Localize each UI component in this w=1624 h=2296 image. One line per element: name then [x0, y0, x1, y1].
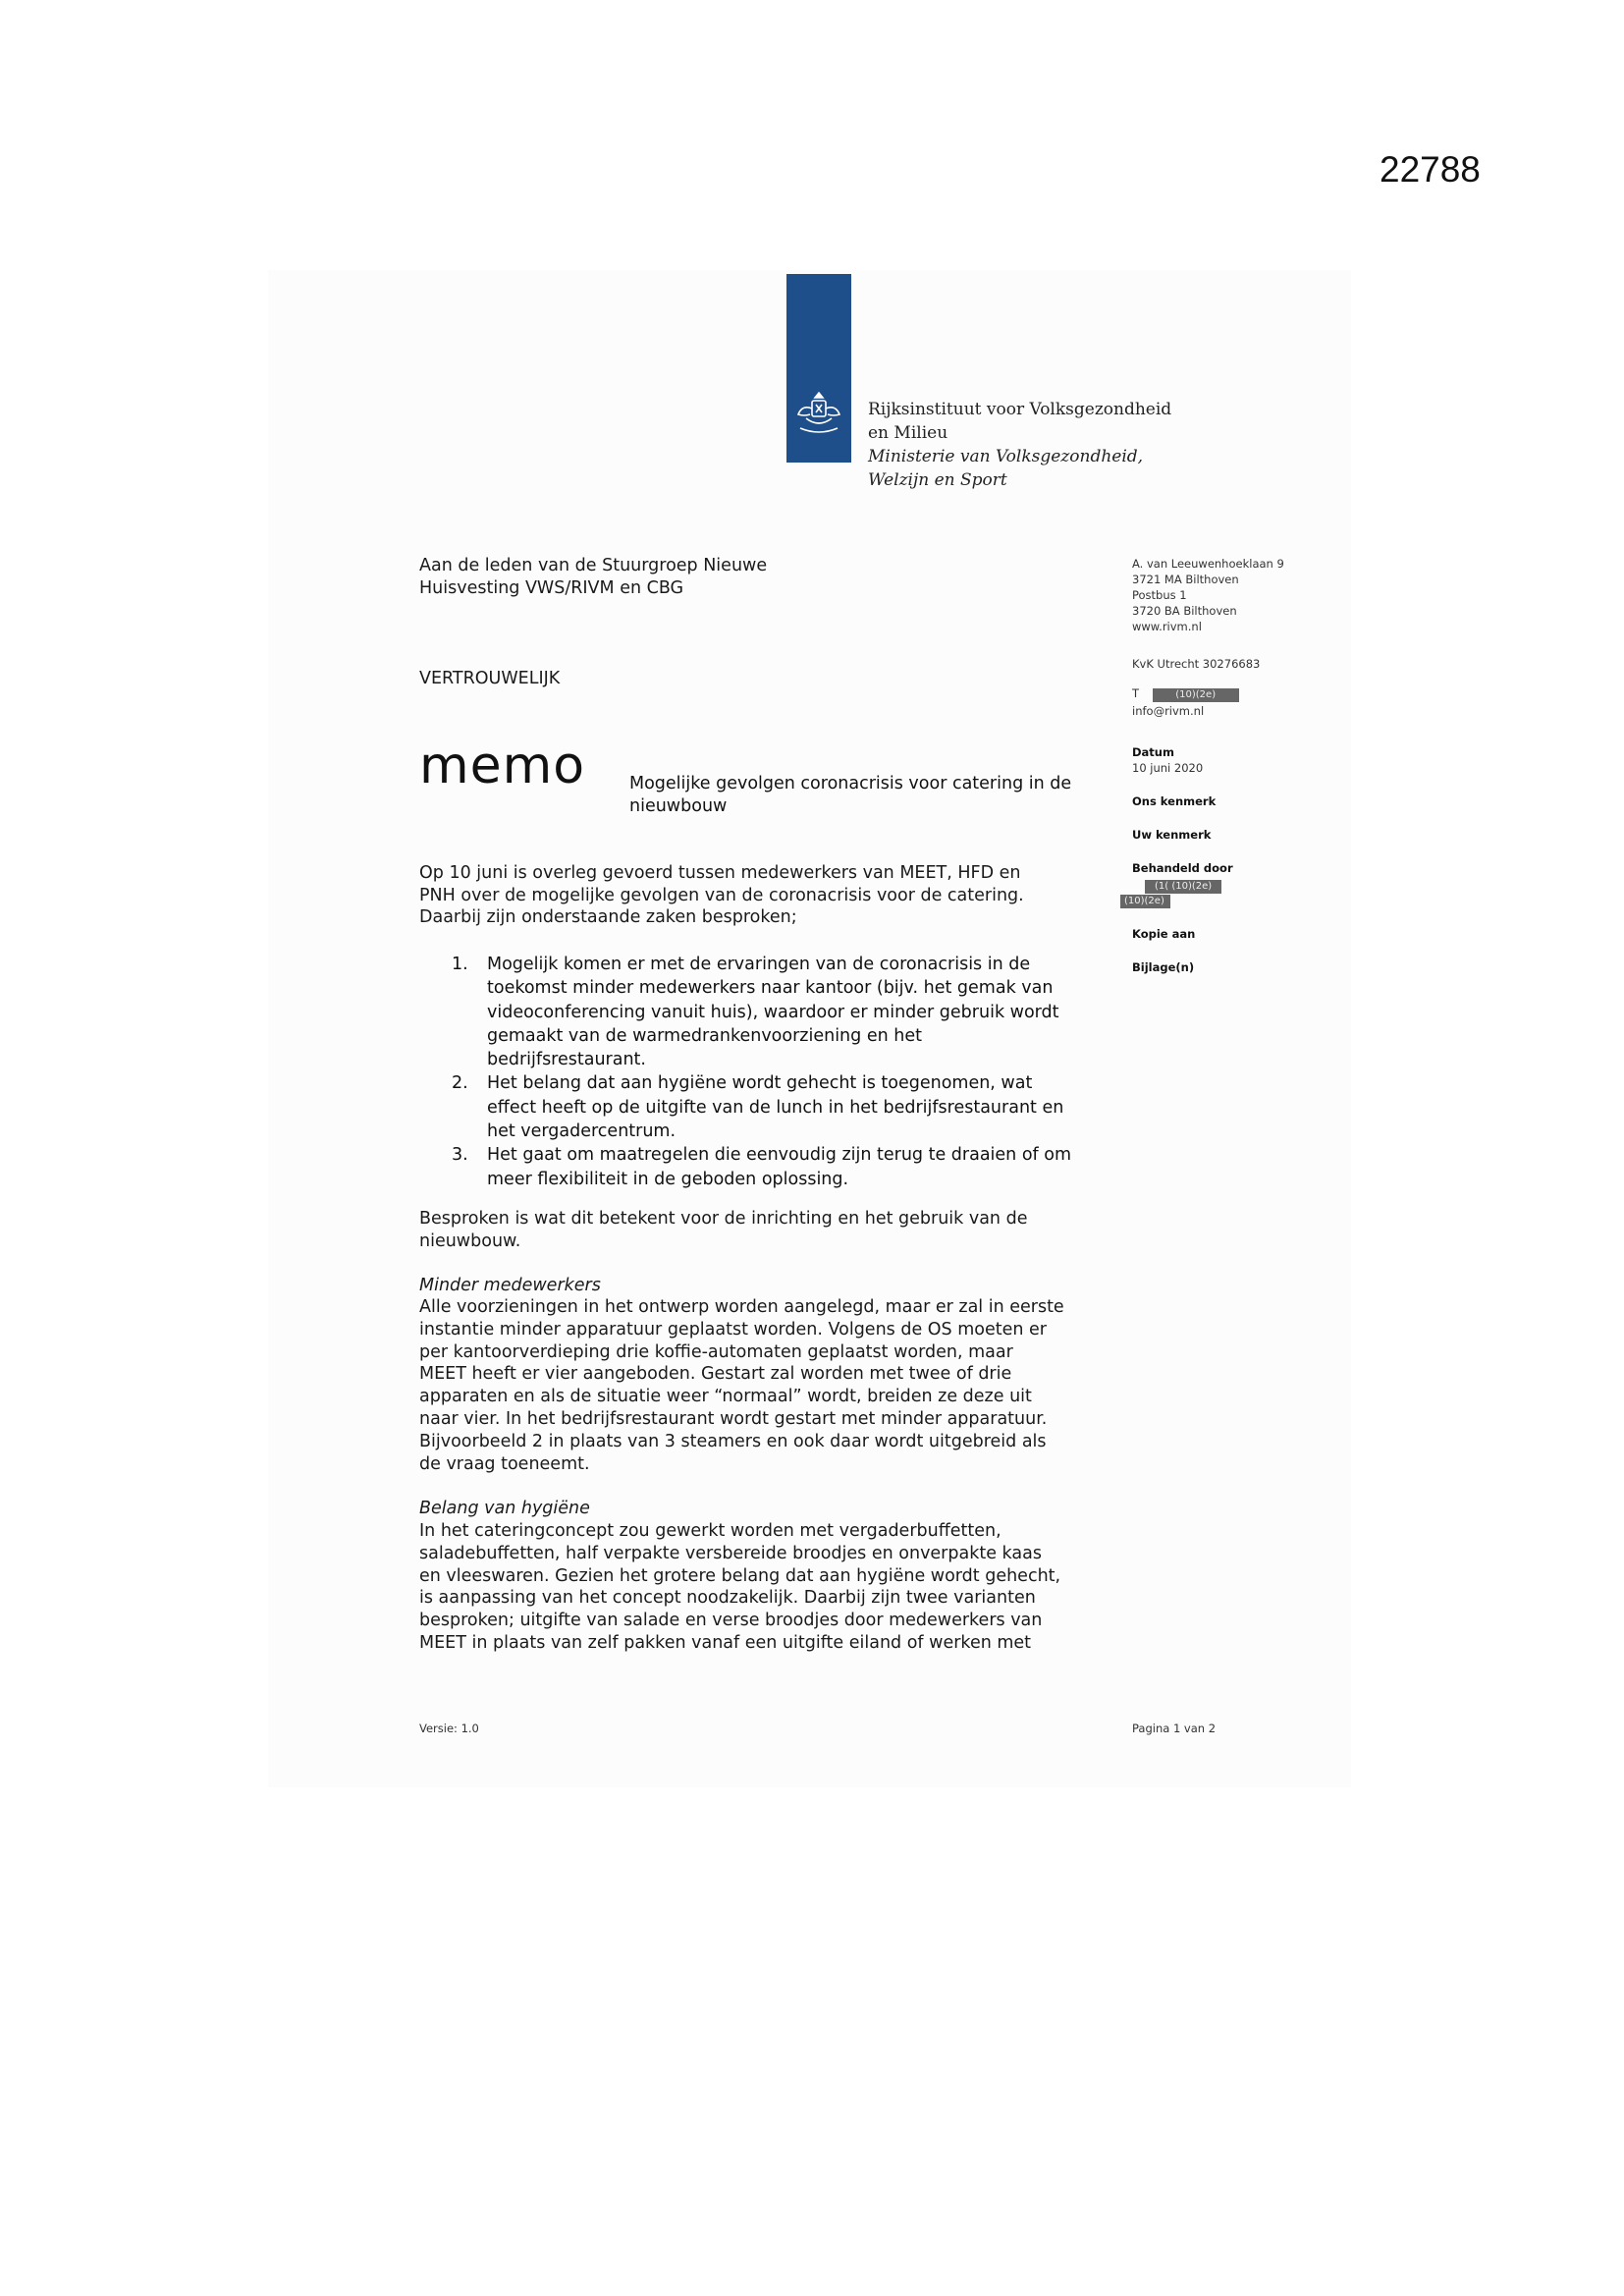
website-link[interactable]: www.rivm.nl	[1132, 620, 1202, 633]
addressee-line-2: Huisvesting VWS/RIVM en CBG	[419, 577, 684, 598]
list-number: 2.	[452, 1073, 468, 1094]
list-line: Het gaat om maatregelen die eenvoudig zijn terug te draaien of om	[487, 1145, 1072, 1166]
sidebar-kvk: KvK Utrecht 30276683	[1132, 657, 1261, 671]
list-item	[452, 1071, 1129, 1143]
confidential-label: VERTROUWELIJK	[419, 669, 561, 688]
date-label: Datum	[1132, 745, 1174, 759]
discussed-paragraph	[419, 1208, 1126, 1252]
list-number: 1.	[452, 955, 468, 974]
sidebar-copy-to	[1132, 926, 1195, 942]
paragraph-line: apparaten en als de situatie weer “normaal” wordt, breiden ze deze uit	[419, 1387, 1032, 1407]
intro-line: Op 10 juni is overleg gevoerd tussen medewerkers van MEET, HFD en	[419, 863, 1021, 883]
address-line: A. van Leeuwenhoeklaan 9	[1132, 557, 1284, 571]
sidebar-your-reference	[1132, 827, 1211, 843]
footer-version: Versie: 1.0	[419, 1722, 479, 1735]
ministry-line-1: Ministerie van Volksgezondheid,	[868, 447, 1144, 466]
sidebar-phone	[1132, 685, 1239, 702]
list-line: Het belang dat aan hygiëne wordt gehecht is toegenomen, wat	[487, 1073, 1033, 1094]
list-line: bedrijfsrestaurant.	[487, 1050, 646, 1070]
list-item	[452, 1143, 1129, 1191]
date-value: 10 juni 2020	[1132, 761, 1204, 775]
list-item	[452, 953, 1129, 1071]
paragraph-line: MEET in plaats van zelf pakken vanaf een uitgifte eiland of werken met	[419, 1632, 1032, 1653]
section-heading-staff: Minder medewerkers	[419, 1276, 601, 1295]
intro-line: Daarbij zijn onderstaande zaken besproken;	[419, 907, 797, 927]
addressee-line-1: Aan de leden van de Stuurgroep Nieuwe	[419, 556, 768, 575]
list-line: het vergadercentrum.	[487, 1121, 677, 1142]
list-line: gemaakt van de warmedrankenvoorziening en het	[487, 1025, 922, 1046]
phone-label: T	[1132, 686, 1140, 700]
list-line: videoconferencing vanuit huis), waardoor er minder gebruik wordt	[487, 1002, 1059, 1022]
copy-label: Kopie aan	[1132, 927, 1196, 941]
address-line: Postbus 1	[1132, 588, 1187, 602]
organisation-name	[868, 398, 1171, 492]
redaction-box: (10)(2e)	[1120, 895, 1170, 908]
redaction-box: (1( (10)(2e)	[1145, 880, 1221, 894]
paragraph-line: MEET heeft er vier aangeboden. Gestart zal worden met twee of drie	[419, 1364, 1012, 1385]
our-ref-label: Ons kenmerk	[1132, 794, 1217, 808]
address-line: 3721 MA Bilthoven	[1132, 573, 1239, 586]
org-line-2: en Milieu	[868, 423, 948, 443]
paragraph-line: is aanpassing van het concept noodzakelijk. Daarbij zijn twee varianten	[419, 1588, 1036, 1609]
redaction-box: (10)(2e)	[1153, 688, 1239, 702]
section-paragraph-staff	[419, 1296, 1126, 1475]
addressee	[419, 555, 1126, 599]
intro-paragraph	[419, 862, 1126, 929]
discussion-points	[452, 953, 1129, 1191]
subject-line-1: Mogelijke gevolgen coronacrisis voor catering in de	[629, 774, 1072, 793]
org-line-1: Rijksinstituut voor Volksgezondheid	[868, 400, 1172, 419]
sidebar-our-reference	[1132, 793, 1216, 809]
paragraph-line: instantie minder apparatuur geplaatst worden. Volgens de OS moeten er	[419, 1319, 1047, 1339]
address-line: 3720 BA Bilthoven	[1132, 604, 1237, 618]
paragraph-line: saladebuffetten, half verpakte versbereide broodjes en onverpakte kaas	[419, 1543, 1042, 1563]
memo-title: memo	[419, 737, 586, 795]
subject-line-2: nieuwbouw	[629, 795, 728, 816]
section-paragraph-hygiene	[419, 1520, 1126, 1655]
crest-icon	[792, 389, 845, 440]
sidebar-attachments	[1132, 959, 1194, 975]
list-line: toekomst minder medewerkers naar kantoor (bijv. het gemak van	[487, 978, 1054, 999]
sidebar-email[interactable]: info@rivm.nl	[1132, 704, 1205, 718]
paragraph-line: naar vier. In het bedrijfsrestaurant wordt gestart met minder apparatuur.	[419, 1408, 1048, 1429]
your-ref-label: Uw kenmerk	[1132, 828, 1212, 842]
paragraph-line: de vraag toeneemt.	[419, 1453, 590, 1474]
document-number: 22788	[1380, 149, 1481, 190]
paragraph-line: Besproken is wat dit betekent voor de inrichting en het gebruik van de	[419, 1209, 1028, 1229]
list-line: meer flexibiliteit in de geboden oplossing.	[487, 1169, 849, 1189]
section-heading-hygiene: Belang van hygiëne	[419, 1499, 590, 1518]
list-line: effect heeft op de uitgifte van de lunch in het bedrijfsrestaurant en	[487, 1097, 1064, 1118]
rijksoverheid-logo	[786, 274, 851, 463]
paragraph-line: In het cateringconcept zou gewerkt worden met vergaderbuffetten,	[419, 1521, 1001, 1541]
sidebar-date	[1132, 744, 1203, 776]
handled-by-label: Behandeld door	[1132, 861, 1233, 875]
paragraph-line: en vleeswaren. Gezien het grotere belang dat aan hygiëne wordt gehecht,	[419, 1565, 1061, 1586]
attachments-label: Bijlage(n)	[1132, 960, 1195, 974]
list-line: Mogelijk komen er met de ervaringen van de coronacrisis in de	[487, 955, 1031, 974]
paragraph-line: besproken; uitgifte van salade en verse broodjes door medewerkers van	[419, 1611, 1043, 1631]
ministry-line-2: Welzijn en Sport	[868, 470, 1007, 490]
sidebar-handled-redaction-2	[1120, 892, 1170, 908]
list-number: 3.	[452, 1145, 468, 1166]
paragraph-line: nieuwbouw.	[419, 1230, 521, 1251]
sidebar-address	[1132, 556, 1284, 634]
paragraph-line: per kantoorverdieping drie koffie-automaten geplaatst worden, maar	[419, 1341, 1013, 1362]
paragraph-line: Bijvoorbeeld 2 in plaats van 3 steamers en ook daar wordt uitgebreid als	[419, 1431, 1047, 1451]
memo-subject	[629, 773, 1120, 817]
sidebar-handled-by	[1132, 860, 1233, 876]
footer-page-number: Pagina 1 van 2	[1132, 1722, 1217, 1735]
paragraph-line: Alle voorzieningen in het ontwerp worden aangelegd, maar er zal in eerste	[419, 1297, 1064, 1317]
intro-line: PNH over de mogelijke gevolgen van de coronacrisis voor de catering.	[419, 885, 1024, 905]
